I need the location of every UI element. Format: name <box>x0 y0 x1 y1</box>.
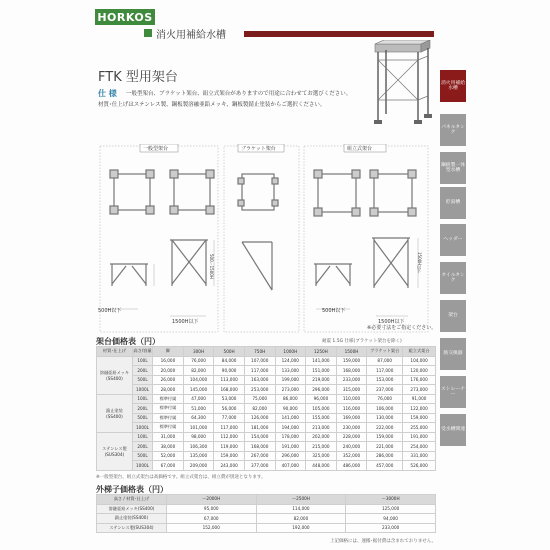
header-square-icon <box>144 29 152 37</box>
ladder-col-2000h: ～2000H <box>166 495 256 505</box>
sidebar-item-header[interactable]: ヘッダー <box>440 224 466 256</box>
price-cell: 168,000 <box>244 442 275 452</box>
price-cell: 20,000 <box>153 366 184 376</box>
price-cell: 191,000 <box>403 432 436 442</box>
col-300h: 300H <box>183 347 214 357</box>
price-cell: 110,000 <box>336 394 367 404</box>
price-cell: 169,000 <box>336 413 367 423</box>
price-cell: 240,000 <box>336 442 367 452</box>
price-cell: 213,000 <box>306 423 337 433</box>
price-cell: 67,000 <box>166 514 256 524</box>
header-rule <box>244 31 434 37</box>
table-row <box>97 451 436 461</box>
price-cell: 119,000 <box>214 442 245 452</box>
price-cell: 113,000 <box>214 375 245 385</box>
price-cell: 133,000 <box>275 366 306 376</box>
table-row <box>97 461 436 471</box>
price-cell: 117,000 <box>244 366 275 376</box>
price-cell: 112,000 <box>214 432 245 442</box>
price-cell: 91,000 <box>403 394 436 404</box>
price-cell: 159,000 <box>336 356 367 366</box>
price-cell: 標準付属 <box>153 413 184 423</box>
price-cell: 31,000 <box>153 432 184 442</box>
price-cell: 130,000 <box>367 413 403 423</box>
price-cell: 253,000 <box>244 385 275 395</box>
price-cell: 254,000 <box>403 442 436 452</box>
price-cell: 38,000 <box>153 442 184 452</box>
capacity-cell: 1000L <box>132 461 152 471</box>
price-cell: 94,000 <box>346 514 436 524</box>
price-cell: 199,000 <box>275 375 306 385</box>
price-cell: 296,000 <box>306 385 337 395</box>
capacity-cell: 1000L <box>132 423 152 433</box>
price-cell: 125,000 <box>346 504 436 514</box>
sidebar-item-steel-tank[interactable]: 鋼板製一体型水槽 <box>440 152 466 184</box>
price-cell: 124,000 <box>275 356 306 366</box>
spec-tag: 仕 様 <box>98 89 117 98</box>
price-cell: 154,000 <box>244 432 275 442</box>
price-cell: 96,000 <box>306 394 337 404</box>
price-cell: 16,000 <box>153 356 184 366</box>
header-material: 材質･仕上げ <box>97 347 133 357</box>
price-table-body <box>97 356 436 470</box>
col-1500h: 1500H <box>336 347 367 357</box>
label-general-stand: 一般型架台 <box>143 146 169 152</box>
price-cell: 377,000 <box>244 461 275 471</box>
ladder-col-2500h: ～2500H <box>256 495 346 505</box>
table-row <box>97 404 436 414</box>
price-cell: 315,000 <box>336 385 367 395</box>
price-cell: 標準付属 <box>153 404 184 414</box>
price-cell: 98,000 <box>183 432 214 442</box>
price-cell: 77,000 <box>214 413 245 423</box>
price-cell: 標準付属 <box>153 423 184 433</box>
price-cell: 106,300 <box>183 442 214 452</box>
col-1250h: 1250H <box>306 347 337 357</box>
price-cell: 331,000 <box>403 451 436 461</box>
table-row <box>97 442 436 452</box>
price-cell: 181,000 <box>244 423 275 433</box>
price-cell: 82,000 <box>256 514 346 524</box>
table-row <box>97 514 436 524</box>
page-title: FTK 型用架台 <box>98 70 178 85</box>
capacity-cell: 200L <box>132 404 152 414</box>
price-cell: 47,000 <box>183 394 214 404</box>
diagram-note: ※必要寸法をご指定ください。 <box>367 325 437 331</box>
price-cell: 228,000 <box>336 432 367 442</box>
col-1000h: 1000H <box>275 347 306 357</box>
price-cell: 159,000 <box>403 413 436 423</box>
col-assembled: 組立式架台 <box>403 347 436 357</box>
table-row <box>97 504 436 514</box>
capacity-cell: 1000L <box>132 385 152 395</box>
page-header-title: 消火用補給水槽 <box>156 30 226 41</box>
capacity-cell: 200L <box>132 366 152 376</box>
price-cell: 117,000 <box>214 423 245 433</box>
material-cell: 溶融亜鉛メッキ (SS400) <box>97 356 133 394</box>
table-row <box>97 423 436 433</box>
price-cell: 273,000 <box>275 385 306 395</box>
capacity-cell: 500L <box>132 375 152 385</box>
label-assembled-stand: 組立式架台 <box>347 146 373 152</box>
ladder-footnote: 上記価格には、運搬･据付費は含まれておりません。 <box>330 539 437 544</box>
price-table-title: 架台価格表（円） <box>96 337 160 346</box>
price-cell: 273,000 <box>403 385 436 395</box>
price-cell: 141,000 <box>275 413 306 423</box>
price-cell: 352,000 <box>336 451 367 461</box>
label-500h-b: 500H以下 <box>322 308 346 314</box>
price-cell: 233,000 <box>346 523 436 533</box>
label-bracket-stand: ブラケット架台 <box>241 146 276 152</box>
price-cell: 159,000 <box>367 432 403 442</box>
price-cell: 107,000 <box>244 356 275 366</box>
price-cell: 90,000 <box>214 366 245 376</box>
capacity-cell: 200L <box>132 442 152 452</box>
price-cell: 84,000 <box>214 356 245 366</box>
price-cell: 286,000 <box>367 451 403 461</box>
price-cell: 86,000 <box>275 394 306 404</box>
table-row <box>97 385 436 395</box>
price-cell: 82,000 <box>244 404 275 414</box>
price-cell: 448,000 <box>306 461 337 471</box>
price-cell: 163,000 <box>244 375 275 385</box>
price-cell: 135,000 <box>183 451 214 461</box>
price-cell: 191,000 <box>275 442 306 452</box>
label-1500h: 1500H以下 <box>172 319 199 325</box>
price-cell: 104,000 <box>403 356 436 366</box>
sidebar-item-oil-tank[interactable]: オイルタンク <box>440 262 466 294</box>
sidebar-item-strainer[interactable]: ストレーナー <box>440 376 466 408</box>
price-cell: 117,000 <box>367 366 403 376</box>
material-cell: 錆止塗装 (SS400) <box>97 394 133 432</box>
price-cell: 122,000 <box>403 404 436 414</box>
price-cell: 192,000 <box>256 523 346 533</box>
price-cell: 168,000 <box>336 366 367 376</box>
price-cell: 標準付属 <box>153 394 184 404</box>
price-footnote: ※一般型架台、組立式架台は高価格です。組立式架台は、組立費が別途となります。 <box>96 475 266 480</box>
table-row <box>97 413 436 423</box>
price-cell: 215,000 <box>306 442 337 452</box>
tank-stand-photo <box>370 40 434 130</box>
sidebar-item-hot-water[interactable]: 貯湯槽 <box>440 187 466 219</box>
ladder-col-3000h: ～3000H <box>346 495 436 505</box>
capacity-cell: 500L <box>132 413 152 423</box>
price-cell: 202,000 <box>306 432 337 442</box>
col-bracket: ブラケット架台 <box>367 347 403 357</box>
price-table <box>96 346 436 471</box>
price-cell: 159,000 <box>214 451 245 461</box>
price-cell: 76,000 <box>183 356 214 366</box>
price-cell: 267,000 <box>244 451 275 461</box>
price-cell: 255,000 <box>403 423 436 433</box>
col-leg: 脚 <box>153 347 184 357</box>
price-cell: 222,000 <box>367 423 403 433</box>
col-500h: 500H <box>214 347 245 357</box>
price-cell: 51,000 <box>183 404 214 414</box>
price-table-note: 耐震 1.5G 仕様(ブラケット架台を除く) <box>322 339 402 344</box>
price-cell: 28,000 <box>153 385 184 395</box>
price-cell: 407,000 <box>275 461 306 471</box>
sidebar-item-heat-exchanger[interactable]: 熱交換器 <box>440 338 466 370</box>
price-cell: 87,000 <box>367 356 403 366</box>
col-750h: 750H <box>244 347 275 357</box>
price-cell: 168,000 <box>214 385 245 395</box>
price-cell: 105,000 <box>306 404 337 414</box>
capacity-cell: 100L <box>132 394 152 404</box>
price-cell: 526,000 <box>403 461 436 471</box>
vert-label-2: 1500H以下 <box>417 252 422 274</box>
label-500h: 500H以下 <box>98 308 122 314</box>
price-cell: 151,000 <box>306 366 337 376</box>
price-cell: 194,000 <box>275 423 306 433</box>
sidebar-item-panel-tank[interactable]: パネルタンク <box>440 114 466 146</box>
table-row <box>97 523 436 533</box>
header-capacity: 高さ/容量 <box>132 347 152 357</box>
price-cell: 116,000 <box>336 404 367 414</box>
price-cell: 237,000 <box>367 385 403 395</box>
price-cell: 221,000 <box>367 442 403 452</box>
price-cell: 176,000 <box>403 375 436 385</box>
price-cell: 457,000 <box>367 461 403 471</box>
capacity-cell: 500L <box>132 451 152 461</box>
sidebar-item-fire-tank[interactable]: 消火用補給水槽 <box>440 70 466 102</box>
ladder-table-title: 外梯子価格表（円） <box>96 485 168 494</box>
price-cell: 101,000 <box>183 423 214 433</box>
price-cell: 325,000 <box>306 451 337 461</box>
price-cell: 145,000 <box>183 385 214 395</box>
price-cell: 90,000 <box>275 404 306 414</box>
table-row <box>97 366 436 376</box>
price-cell: 230,000 <box>336 423 367 433</box>
price-cell: 152,000 <box>166 523 256 533</box>
sidebar-item-stand[interactable]: 架台 <box>440 300 466 332</box>
capacity-cell: 100L <box>132 356 152 366</box>
ladder-header-material: 高さ / 材質･仕上げ <box>97 495 167 505</box>
price-cell: 82,000 <box>183 366 214 376</box>
price-cell: 243,000 <box>214 461 245 471</box>
price-cell: 53,000 <box>214 394 245 404</box>
price-cell: 67,000 <box>153 461 184 471</box>
table-row <box>97 432 436 442</box>
ladder-table-body <box>97 504 436 533</box>
price-cell: 126,000 <box>244 413 275 423</box>
ladder-table <box>96 494 436 533</box>
price-cell: 52,000 <box>153 451 184 461</box>
price-cell: 219,000 <box>306 375 337 385</box>
price-cell: 120,000 <box>403 366 436 376</box>
spec-line-2: 材質･仕上げはステンレス製、鋼板製溶融亜鉛メッキ、鋼板製錆止塗装からご選択ください。 <box>98 102 326 108</box>
label-1500h-b: 1500H以下 <box>378 319 405 325</box>
price-cell: 106,000 <box>367 404 403 414</box>
price-cell: 76,000 <box>367 394 403 404</box>
price-cell: 141,000 <box>306 356 337 366</box>
price-cell: 155,000 <box>306 413 337 423</box>
capacity-cell: 100L <box>132 432 152 442</box>
price-cell: 233,000 <box>336 375 367 385</box>
spec-line-1: 一般型架台、ブラケット架台、組立式架台がありますので用途に合わせてお選びください。 <box>126 91 352 97</box>
stand-drawings <box>96 144 436 334</box>
price-cell: 153,000 <box>367 375 403 385</box>
material-cell: ステンレス製 (SUS304) <box>97 432 133 470</box>
price-cell: 26,000 <box>153 375 184 385</box>
price-cell: 486,000 <box>336 461 367 471</box>
price-cell: 75,000 <box>244 394 275 404</box>
vert-label-1: 500～1500H <box>209 254 214 279</box>
material-cell: 溶融亜鉛メッキ(SS400) <box>97 504 167 514</box>
price-cell: 178,000 <box>275 432 306 442</box>
price-cell: 56,000 <box>214 404 245 414</box>
table-row <box>97 394 436 404</box>
stand-diagrams <box>96 144 436 334</box>
price-cell: 114,000 <box>256 504 346 514</box>
price-cell: 209,000 <box>183 461 214 471</box>
sidebar-item-water-tank-related[interactable]: 受水槽関連 <box>440 414 466 446</box>
material-cell: 錆止塗装(SS400) <box>97 514 167 524</box>
price-cell: 95,000 <box>166 504 256 514</box>
material-cell: ステンレス製(SUS304) <box>97 523 167 533</box>
price-cell: 64,300 <box>183 413 214 423</box>
horkos-logo: HORKOS <box>95 9 155 25</box>
price-cell: 104,000 <box>183 375 214 385</box>
table-row <box>97 356 436 366</box>
table-row <box>97 375 436 385</box>
price-cell: 296,000 <box>275 451 306 461</box>
